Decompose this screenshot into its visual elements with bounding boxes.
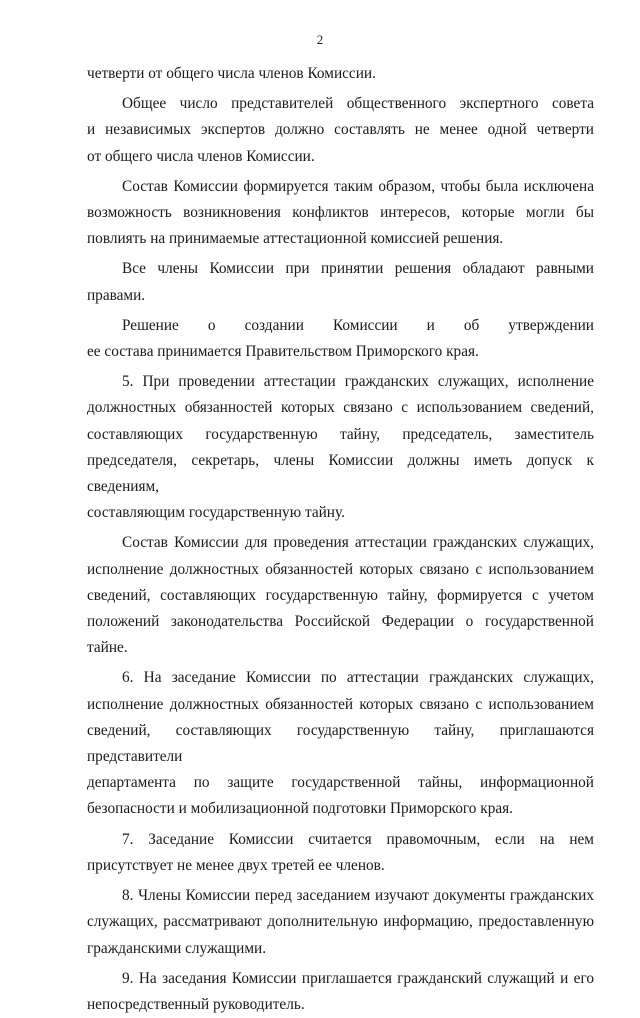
text-line: сведений, составляющих государственную тайну, приглашаются представители (87, 721, 594, 766)
text-line: ее состава принимается Правительством Приморского края. (87, 343, 479, 361)
text-line: положений законодательства Российской Федерации о государственной тайне. (87, 613, 594, 657)
paragraph (87, 966, 594, 1018)
text-line: составляющих государственную тайну, председатель, заместитель (87, 425, 594, 443)
text-line: и независимых экспертов должно составлять не менее одной четверти (87, 121, 594, 139)
text-line: непосредственный руководитель. (87, 995, 305, 1013)
text-line: должностных обязанностей которых связано с использованием сведений, (87, 399, 594, 417)
paragraph (87, 313, 594, 365)
paragraph (87, 883, 594, 962)
text-line: от общего числа членов Комиссии. (87, 147, 315, 165)
text-line: безопасности и мобилизационной подготовки Приморского края. (87, 800, 513, 818)
text-line: исполнение должностных обязанностей которых связано с использованием (87, 695, 594, 713)
text-line: служащих, рассматривают дополнительную информацию, предоставленную (87, 913, 594, 931)
text-line: 8. Члены Комиссии перед заседанием изучают документы гражданских (122, 887, 594, 905)
paragraph (87, 827, 594, 879)
paragraph (87, 91, 594, 170)
paragraph (87, 369, 594, 526)
text-line: исполнение должностных обязанностей которых связано с использованием (87, 560, 594, 578)
text-line: департамента по защите государственной тайны, информационной (87, 774, 594, 792)
text-line: присутствует не менее двух третей ее членов. (87, 856, 385, 874)
text-line: повлиять на принимаемые аттестационной комиссией решения. (87, 230, 504, 248)
text-line: возможность возникновения конфликтов интересов, которые могли бы (87, 204, 594, 222)
page-number: 2 (316, 32, 324, 47)
text-line: сведений, составляющих государственную тайну, формируется с учетом (87, 586, 594, 604)
text-line: 6. На заседание Комиссии по аттестации гражданских служащих, (122, 669, 594, 687)
text-line: председателя, секретарь, члены Комиссии должны иметь допуск к сведениям, (87, 451, 594, 496)
text-line: 7. Заседание Комиссии считается правомочным, если на нем (122, 830, 594, 848)
paragraph (87, 530, 594, 661)
paragraph (87, 61, 594, 87)
paragraph (87, 174, 594, 253)
text-line: составляющим государственную тайну. (87, 504, 345, 522)
text-line: четверти от общего числа членов Комиссии. (87, 65, 376, 82)
text-line: Общее число представителей общественного экспертного совета (122, 95, 594, 113)
text-line: 5. При проведении аттестации гражданских служащих, исполнение (122, 373, 594, 391)
text-line: 9. На заседания Комиссии приглашается гражданский служащий и его (122, 969, 594, 987)
text-line: Состав Комиссии формируется таким образом, чтобы была исключена (122, 177, 594, 195)
paragraph (87, 256, 594, 308)
document-body (87, 61, 594, 1018)
paragraph (87, 665, 594, 822)
text-line: Все члены Комиссии при принятии решения обладают равными правами. (87, 260, 594, 304)
text-line: гражданскими служащими. (87, 939, 267, 957)
text-line: Состав Комиссии для проведения аттестации гражданских служащих, (122, 534, 594, 552)
text-line: Решение о создании Комиссии и об утверждении (122, 316, 594, 334)
